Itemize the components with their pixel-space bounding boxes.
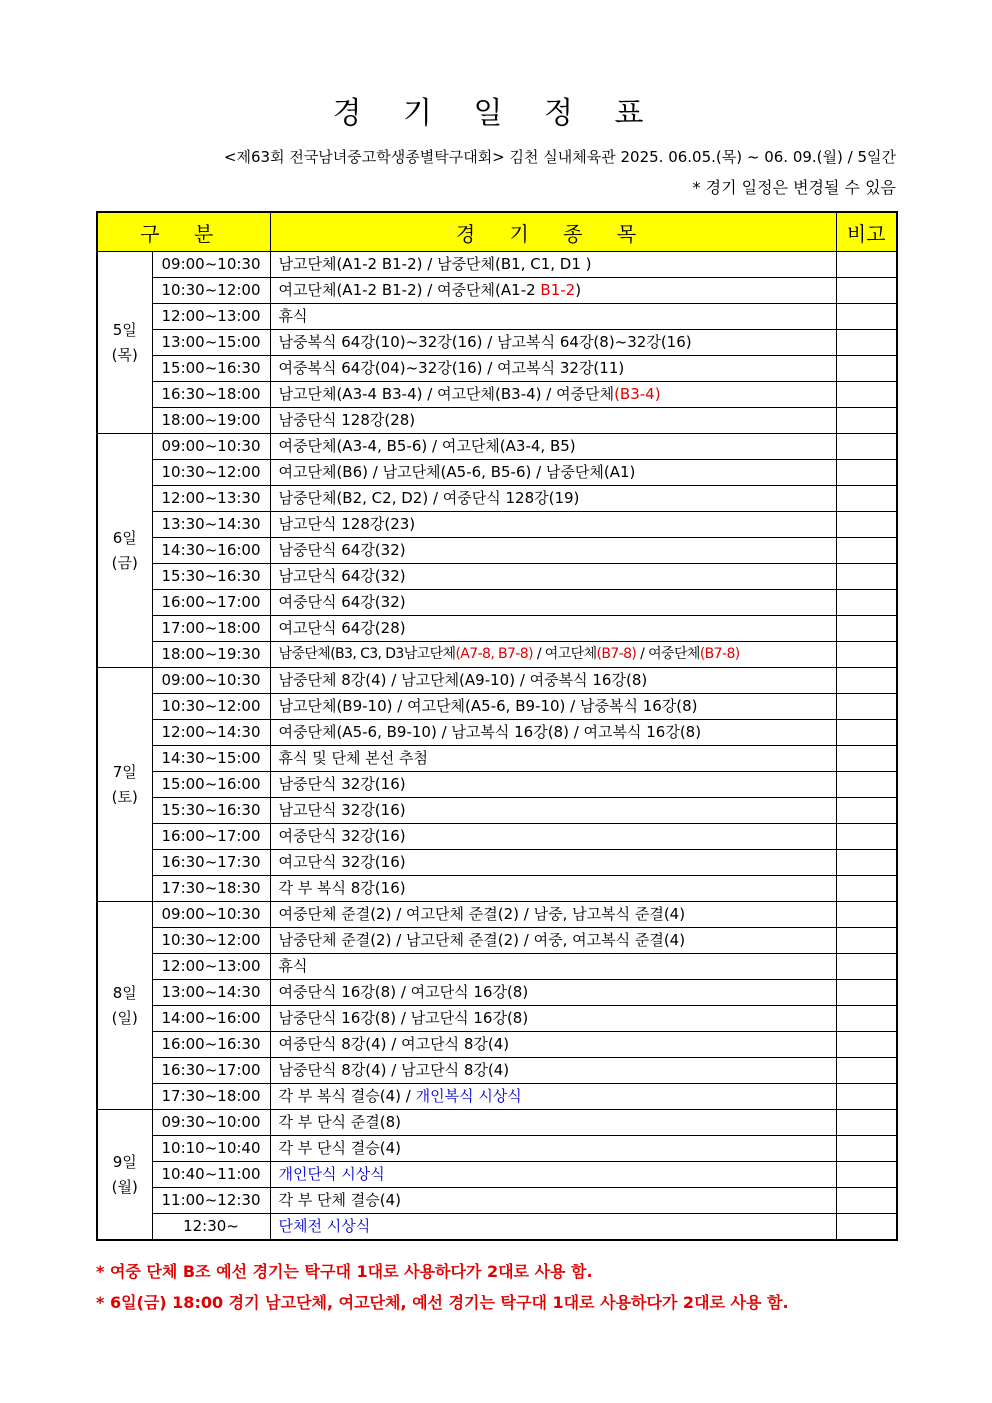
event-text: 남고단체(A3-4 B3-4) / 여고단체(B3-4) / 여중단체 xyxy=(278,385,615,403)
remarks-cell xyxy=(836,1032,897,1058)
event-cell xyxy=(270,694,836,720)
day-cell xyxy=(97,902,152,1110)
day-label: 6일 xyxy=(112,528,137,547)
schedule-change-note: * 경기 일정은 변경될 수 있음 xyxy=(692,178,896,197)
table-row xyxy=(97,278,897,304)
highlight-red-text: (B7-8) xyxy=(699,646,740,662)
event-cell xyxy=(270,980,836,1006)
event-cell xyxy=(270,1032,836,1058)
remarks-cell xyxy=(836,1188,897,1214)
event-text: 여중복식 64강(04)~32강(16) / 여고복식 32강(11) xyxy=(278,359,625,377)
time-cell: 16:00~17:00 xyxy=(152,824,270,850)
event-text: 여중단식 32강(16) xyxy=(278,827,406,845)
table-row xyxy=(97,616,897,642)
event-cell xyxy=(270,408,836,434)
remarks-cell xyxy=(836,252,897,278)
table-row xyxy=(97,1188,897,1214)
page-title: 경 기 일 정 표 xyxy=(332,96,660,131)
event-text: / 여중단체 xyxy=(636,646,700,662)
table-row xyxy=(97,252,897,278)
event-cell xyxy=(270,304,836,330)
time-cell: 11:00~12:30 xyxy=(152,1188,270,1214)
event-cell xyxy=(270,460,836,486)
event-text: 휴식 xyxy=(278,307,308,325)
remarks-cell xyxy=(836,460,897,486)
time-cell: 15:00~16:30 xyxy=(152,356,270,382)
time-cell: 10:40~11:00 xyxy=(152,1162,270,1188)
remarks-cell xyxy=(836,590,897,616)
event-text: 남중단체 8강(4) / 남고단체(A9-10) / 여중복식 16강(8) xyxy=(278,671,648,689)
remarks-cell xyxy=(836,798,897,824)
event-cell xyxy=(270,772,836,798)
time-cell: 13:00~15:00 xyxy=(152,330,270,356)
remarks-cell xyxy=(836,278,897,304)
remarks-cell xyxy=(836,1006,897,1032)
time-cell: 14:30~15:00 xyxy=(152,746,270,772)
event-cell xyxy=(270,1110,836,1136)
highlight-red-text: (A7-8, B7-8) xyxy=(455,646,533,662)
event-cell xyxy=(270,434,836,460)
remarks-cell xyxy=(836,382,897,408)
remarks-cell xyxy=(836,902,897,928)
event-cell xyxy=(270,954,836,980)
table-row xyxy=(97,694,897,720)
event-cell xyxy=(270,590,836,616)
event-text: 여중단식 16강(8) / 여고단식 16강(8) xyxy=(278,983,529,1001)
table-row xyxy=(97,1136,897,1162)
table-row xyxy=(97,460,897,486)
time-cell: 15:30~16:30 xyxy=(152,564,270,590)
time-cell: 14:00~16:00 xyxy=(152,1006,270,1032)
event-text: 여고단식 64강(28) xyxy=(278,619,406,637)
event-text: 여중단체(A5-6, B9-10) / 남고복식 16강(8) / 여고복식 16강(8) xyxy=(278,723,702,741)
time-cell: 14:30~16:00 xyxy=(152,538,270,564)
highlight-blue-text: 단체전 시상식 xyxy=(278,1217,371,1235)
table-row xyxy=(97,590,897,616)
table-row xyxy=(97,486,897,512)
remarks-cell xyxy=(836,512,897,538)
table-row xyxy=(97,720,897,746)
time-cell: 12:00~13:00 xyxy=(152,304,270,330)
time-cell: 10:30~12:00 xyxy=(152,460,270,486)
table-row xyxy=(97,538,897,564)
table-row xyxy=(97,798,897,824)
remarks-cell xyxy=(836,1110,897,1136)
remarks-cell xyxy=(836,1214,897,1241)
highlight-blue-text: 개인단식 시상식 xyxy=(278,1165,385,1183)
remarks-cell xyxy=(836,720,897,746)
event-text: 남고단식 128강(23) xyxy=(278,515,416,533)
highlight-blue-text: 개인복식 시상식 xyxy=(415,1087,522,1105)
weekday-label: (금) xyxy=(111,553,138,572)
time-cell: 13:00~14:30 xyxy=(152,980,270,1006)
remarks-cell xyxy=(836,772,897,798)
event-cell xyxy=(270,1136,836,1162)
time-cell: 09:00~10:30 xyxy=(152,252,270,278)
event-cell xyxy=(270,330,836,356)
event-cell xyxy=(270,616,836,642)
event-text: 휴식 및 단체 본선 추첨 xyxy=(278,749,428,767)
event-text: 남중단식 32강(16) xyxy=(278,775,406,793)
day-label: 8일 xyxy=(112,983,137,1002)
remarks-cell xyxy=(836,668,897,694)
event-cell xyxy=(270,798,836,824)
event-text: 각 부 단식 준결(8) xyxy=(278,1113,401,1131)
schedule-body xyxy=(97,252,897,1241)
table-row xyxy=(97,356,897,382)
event-cell xyxy=(270,564,836,590)
day-cell xyxy=(97,434,152,668)
event-cell xyxy=(270,1084,836,1110)
table-row xyxy=(97,954,897,980)
remarks-cell xyxy=(836,538,897,564)
event-text: 각 부 단식 결승(4) xyxy=(278,1139,401,1157)
remarks-cell xyxy=(836,408,897,434)
time-cell: 16:30~18:00 xyxy=(152,382,270,408)
remarks-cell xyxy=(836,980,897,1006)
time-cell: 12:30~ xyxy=(152,1214,270,1241)
time-cell: 09:30~10:00 xyxy=(152,1110,270,1136)
table-row xyxy=(97,1032,897,1058)
time-cell: 17:30~18:30 xyxy=(152,876,270,902)
event-text: 여중단식 8강(4) / 여고단식 8강(4) xyxy=(278,1035,510,1053)
table-row xyxy=(97,876,897,902)
event-text: ) xyxy=(575,281,582,299)
event-cell xyxy=(270,850,836,876)
footnote-2: * 6일(금) 18:00 경기 남고단체, 여고단체, 예선 경기는 탁구대 1대로 사용하다가 2대로 사용 함. xyxy=(96,1293,789,1312)
event-text: 남중복식 64강(10)~32강(16) / 남고복식 64강(8)~32강(16) xyxy=(278,333,692,351)
table-row xyxy=(97,746,897,772)
time-cell: 12:00~13:30 xyxy=(152,486,270,512)
event-text: 각 부 단체 결승(4) xyxy=(278,1191,401,1209)
event-cell xyxy=(270,902,836,928)
remarks-cell xyxy=(836,486,897,512)
event-text: 남중단체(B2, C2, D2) / 여중단식 128강(19) xyxy=(278,489,580,507)
event-text: 여고단체(B6) / 남고단체(A5-6, B5-6) / 남중단체(A1) xyxy=(278,463,636,481)
time-cell: 16:00~16:30 xyxy=(152,1032,270,1058)
table-row xyxy=(97,408,897,434)
event-cell xyxy=(270,824,836,850)
remarks-cell xyxy=(836,330,897,356)
day-label: 9일 xyxy=(112,1152,137,1171)
table-row xyxy=(97,850,897,876)
event-text: 남고단식 64강(32) xyxy=(278,567,406,585)
event-cell xyxy=(270,486,836,512)
remarks-cell xyxy=(836,304,897,330)
event-text: 남중단식 16강(8) / 남고단식 16강(8) xyxy=(278,1009,529,1027)
event-text: / 여고단체 xyxy=(532,646,597,662)
table-row xyxy=(97,1058,897,1084)
event-text: 여중단식 64강(32) xyxy=(278,593,406,611)
table-row xyxy=(97,902,897,928)
table-header-row xyxy=(97,212,897,252)
time-cell: 16:00~17:00 xyxy=(152,590,270,616)
header-remarks: 비고 xyxy=(836,212,897,252)
event-text: 남중단식 8강(4) / 남고단식 8강(4) xyxy=(278,1061,510,1079)
time-cell: 10:30~12:00 xyxy=(152,694,270,720)
event-cell xyxy=(270,1006,836,1032)
event-cell xyxy=(270,668,836,694)
event-text: 남중단체 준결(2) / 남고단체 준결(2) / 여중, 여고복식 준결(4) xyxy=(278,931,686,949)
time-cell: 13:30~14:30 xyxy=(152,512,270,538)
event-text: 여고단체(A1-2 B1-2) / 여중단체(A1-2 xyxy=(278,281,541,299)
time-cell: 10:10~10:40 xyxy=(152,1136,270,1162)
remarks-cell xyxy=(836,928,897,954)
time-cell: 16:30~17:30 xyxy=(152,850,270,876)
time-cell: 16:30~17:00 xyxy=(152,1058,270,1084)
event-cell xyxy=(270,1058,836,1084)
event-cell xyxy=(270,1188,836,1214)
table-row xyxy=(97,1110,897,1136)
time-cell: 12:00~14:30 xyxy=(152,720,270,746)
highlight-red-text: (B3-4) xyxy=(614,385,661,403)
table-row xyxy=(97,1162,897,1188)
time-cell: 10:30~12:00 xyxy=(152,278,270,304)
table-row xyxy=(97,434,897,460)
table-row xyxy=(97,642,897,668)
remarks-cell xyxy=(836,824,897,850)
event-subtitle: <제63회 전국남녀중고학생종별탁구대회> 김천 실내체육관 2025. 06.05.(목) ~ 06. 09.(월) / 5일간 xyxy=(223,148,896,166)
event-cell xyxy=(270,382,836,408)
event-text: 남고단체(A1-2 B1-2) / 남중단체(B1, C1, D1 ) xyxy=(278,255,592,273)
weekday-label: (월) xyxy=(111,1177,138,1196)
time-cell: 18:00~19:30 xyxy=(152,642,270,668)
highlight-red-text: B1-2 xyxy=(540,281,576,299)
remarks-cell xyxy=(836,642,897,668)
event-cell xyxy=(270,538,836,564)
remarks-cell xyxy=(836,1084,897,1110)
day-cell xyxy=(97,1110,152,1241)
table-row xyxy=(97,772,897,798)
event-cell xyxy=(270,252,836,278)
time-cell: 17:00~18:00 xyxy=(152,616,270,642)
remarks-cell xyxy=(836,1058,897,1084)
table-row xyxy=(97,668,897,694)
event-cell xyxy=(270,720,836,746)
remarks-cell xyxy=(836,1136,897,1162)
header-division: 구 분 xyxy=(97,212,270,252)
day-label: 7일 xyxy=(112,762,137,781)
event-cell xyxy=(270,278,836,304)
time-cell: 15:30~16:30 xyxy=(152,798,270,824)
remarks-cell xyxy=(836,694,897,720)
remarks-cell xyxy=(836,876,897,902)
time-cell: 09:00~10:30 xyxy=(152,668,270,694)
event-cell xyxy=(270,876,836,902)
event-cell xyxy=(270,746,836,772)
time-cell: 17:30~18:00 xyxy=(152,1084,270,1110)
remarks-cell xyxy=(836,746,897,772)
schedule-table xyxy=(96,211,898,1241)
event-cell xyxy=(270,1214,836,1241)
table-row xyxy=(97,1006,897,1032)
weekday-label: (목) xyxy=(111,345,138,364)
table-row xyxy=(97,304,897,330)
event-text: 여중단체(A3-4, B5-6) / 여고단체(A3-4, B5) xyxy=(278,437,576,455)
table-row xyxy=(97,382,897,408)
table-row xyxy=(97,824,897,850)
event-cell xyxy=(270,642,836,668)
time-cell: 15:00~16:00 xyxy=(152,772,270,798)
remarks-cell xyxy=(836,1162,897,1188)
table-row xyxy=(97,564,897,590)
event-text: 여중단체 준결(2) / 여고단체 준결(2) / 남중, 남고복식 준결(4) xyxy=(278,905,686,923)
remarks-cell xyxy=(836,850,897,876)
highlight-red-text: (B7-8) xyxy=(596,646,637,662)
remarks-cell xyxy=(836,954,897,980)
event-text: 남중단체(B3, C3, D3남고단체 xyxy=(278,646,456,662)
weekday-label: (토) xyxy=(111,787,138,806)
day-cell xyxy=(97,252,152,434)
event-cell xyxy=(270,928,836,954)
event-text: 여고단식 32강(16) xyxy=(278,853,406,871)
time-cell: 10:30~12:00 xyxy=(152,928,270,954)
table-row xyxy=(97,512,897,538)
remarks-cell xyxy=(836,356,897,382)
table-row xyxy=(97,1214,897,1241)
time-cell: 12:00~13:00 xyxy=(152,954,270,980)
event-text: 남고단식 32강(16) xyxy=(278,801,406,819)
day-label: 5일 xyxy=(112,320,137,339)
table-row xyxy=(97,980,897,1006)
footnote-1: * 여중 단체 B조 예선 경기는 탁구대 1대로 사용하다가 2대로 사용 함. xyxy=(96,1262,593,1281)
event-text: 남고단체(B9-10) / 여고단체(A5-6, B9-10) / 남중복식 16강(8) xyxy=(278,697,698,715)
remarks-cell xyxy=(836,616,897,642)
event-text: 남중단식 128강(28) xyxy=(278,411,416,429)
weekday-label: (일) xyxy=(111,1008,138,1027)
header-event: 경 기 종 목 xyxy=(270,212,836,252)
table-row xyxy=(97,1084,897,1110)
time-cell: 18:00~19:00 xyxy=(152,408,270,434)
event-cell xyxy=(270,512,836,538)
day-cell xyxy=(97,668,152,902)
event-cell xyxy=(270,356,836,382)
table-row xyxy=(97,330,897,356)
time-cell: 09:00~10:30 xyxy=(152,434,270,460)
event-text: 각 부 복식 결승(4) / xyxy=(278,1087,416,1105)
remarks-cell xyxy=(836,564,897,590)
event-text: 휴식 xyxy=(278,957,308,975)
remarks-cell xyxy=(836,434,897,460)
event-text: 각 부 복식 8강(16) xyxy=(278,879,406,897)
event-text: 남중단식 64강(32) xyxy=(278,541,406,559)
event-cell xyxy=(270,1162,836,1188)
time-cell: 09:00~10:30 xyxy=(152,902,270,928)
table-row xyxy=(97,928,897,954)
